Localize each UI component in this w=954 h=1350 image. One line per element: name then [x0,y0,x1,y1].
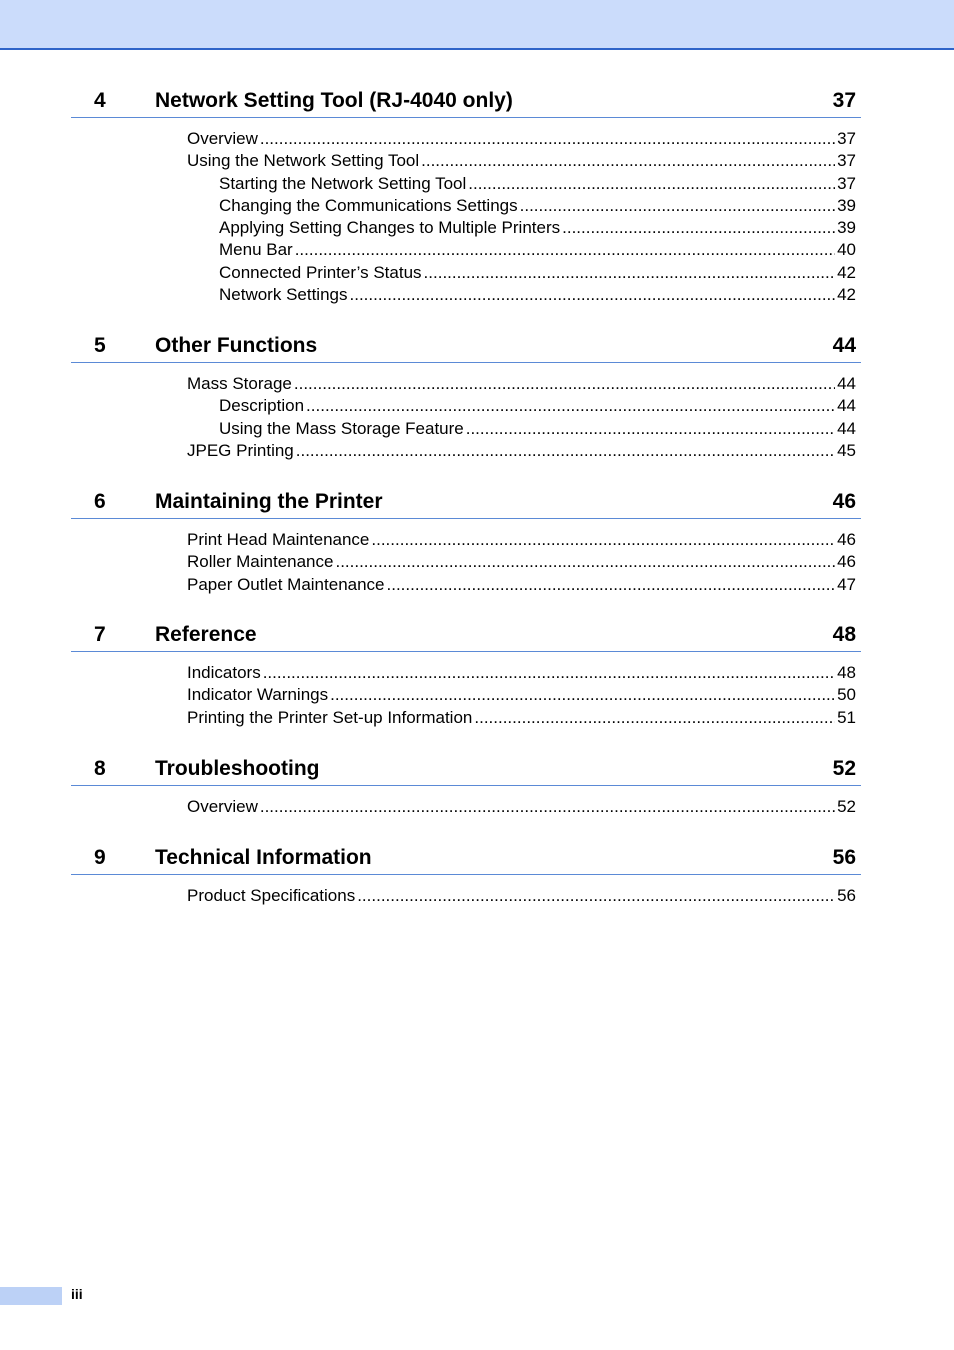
entry-title: Network Settings [219,285,348,305]
entry-title: Overview [187,797,258,816]
entry-page: 46 [837,530,856,549]
toc-entry[interactable] [219,418,856,440]
chapter-title: Network Setting Tool (RJ-4040 only) [155,89,513,112]
chapter-number: 4 [94,89,106,112]
chapter-heading[interactable] [71,617,861,652]
chapter-title: Technical Information [155,846,372,869]
chapter-title: Maintaining the Printer [155,490,383,513]
chapter-title: Other Functions [155,334,318,357]
toc-entry[interactable] [187,128,856,150]
entry-page: 50 [837,685,856,705]
chapter-7 [71,617,861,729]
entry-title: Menu Bar [219,240,293,260]
chapter-title: Troubleshooting [155,757,320,780]
chapter-heading[interactable] [71,83,861,118]
toc-entry[interactable] [187,885,856,907]
chapter-page: 44 [832,334,856,357]
chapter-page: 37 [832,89,856,112]
entry-title: Printing the Printer Set-up Information [187,707,473,727]
entry-title: Product Specifications [187,886,356,905]
chapter-page: 46 [832,490,856,513]
chapter-number: 7 [94,623,106,646]
entry-page: 44 [837,374,856,393]
dot-leader [295,239,835,261]
entry-title: Applying Setting Changes to Multiple Printers [219,218,561,238]
toc-entry[interactable] [187,150,856,172]
chapter-heading[interactable] [71,484,861,519]
toc-entry[interactable] [219,173,856,195]
entry-page: 48 [837,663,856,682]
footer-band [0,1287,62,1305]
dot-leader [330,684,835,706]
dot-leader [335,551,835,573]
entry-page: 39 [837,218,856,238]
chapter-page: 56 [832,846,856,869]
dot-leader [562,217,835,239]
dot-leader [350,284,836,306]
entry-page: 45 [837,440,856,460]
entry-page: 37 [837,173,856,193]
toc-entry[interactable] [187,707,856,729]
chapter-number: 8 [94,757,106,780]
entry-page: 44 [837,418,856,438]
chapter-number: 6 [94,490,106,513]
chapter-heading[interactable] [71,328,861,363]
dot-leader [421,150,835,172]
dot-leader [260,796,835,818]
toc-entry[interactable] [219,217,856,239]
toc-entry[interactable] [219,262,856,284]
dot-leader [468,173,835,195]
entry-title: Starting the Network Setting Tool [219,173,467,193]
chapter-page: 52 [832,757,856,780]
chapter-number: 9 [94,846,106,869]
dot-leader [387,574,836,596]
header-band [0,0,954,50]
chapter-5 [71,328,861,462]
dot-leader [260,128,835,150]
entry-page: 47 [837,574,856,594]
entry-page: 46 [837,552,856,572]
entry-title: Using the Mass Storage Feature [219,418,464,438]
chapter-9 [71,840,861,907]
entry-title: Roller Maintenance [187,552,334,572]
chapter-number: 5 [94,334,106,357]
dot-leader [424,262,836,284]
toc-entry[interactable] [219,395,856,417]
chapter-title: Reference [155,623,257,646]
chapter-8 [71,751,861,818]
chapter-heading[interactable] [71,751,861,786]
entry-title: Indicators [187,663,261,682]
toc-entry[interactable] [187,574,856,596]
entry-page: 44 [837,396,856,416]
dot-leader [466,418,835,440]
chapter-page: 48 [832,623,856,646]
toc-entry[interactable] [219,195,856,217]
dot-leader [306,395,835,417]
toc-entry[interactable] [187,684,856,706]
entry-page: 37 [837,151,856,171]
entry-title: Mass Storage [187,374,292,393]
entry-page: 39 [837,195,856,215]
entry-title: Connected Printer’s Status [219,262,422,282]
dot-leader [263,662,835,684]
entry-title: Using the Network Setting Tool [187,151,420,171]
dot-leader [294,373,835,395]
entry-page: 52 [837,797,856,816]
dot-leader [474,707,835,729]
dot-leader [371,529,835,551]
toc-entry[interactable] [187,440,856,462]
toc-entry[interactable] [187,796,856,818]
entry-title: Description [219,396,305,416]
entry-title: Paper Outlet Maintenance [187,574,385,594]
page-number: iii [71,1286,83,1302]
chapter-6 [71,484,861,596]
entry-page: 40 [837,240,856,260]
entry-title: Changing the Communications Settings [219,195,518,215]
dot-leader [520,195,835,217]
toc-entry[interactable] [219,239,856,261]
chapter-heading[interactable] [71,840,861,875]
dot-leader [357,885,835,907]
entry-title: Indicator Warnings [187,685,329,705]
entry-page: 37 [837,129,856,148]
entry-page: 42 [837,285,856,305]
toc-entry[interactable] [187,662,856,684]
entry-page: 51 [837,707,856,727]
entry-page: 42 [837,262,856,282]
dot-leader [296,440,835,462]
toc-entry[interactable] [187,529,856,551]
entry-title: Print Head Maintenance [187,530,370,549]
entry-title: Overview [187,129,258,148]
toc-entry[interactable] [219,284,856,306]
toc-entry[interactable] [187,373,856,395]
chapter-4 [71,83,861,306]
entry-title: JPEG Printing [187,440,294,460]
toc-entry[interactable] [187,551,856,573]
entry-page: 56 [837,886,856,905]
